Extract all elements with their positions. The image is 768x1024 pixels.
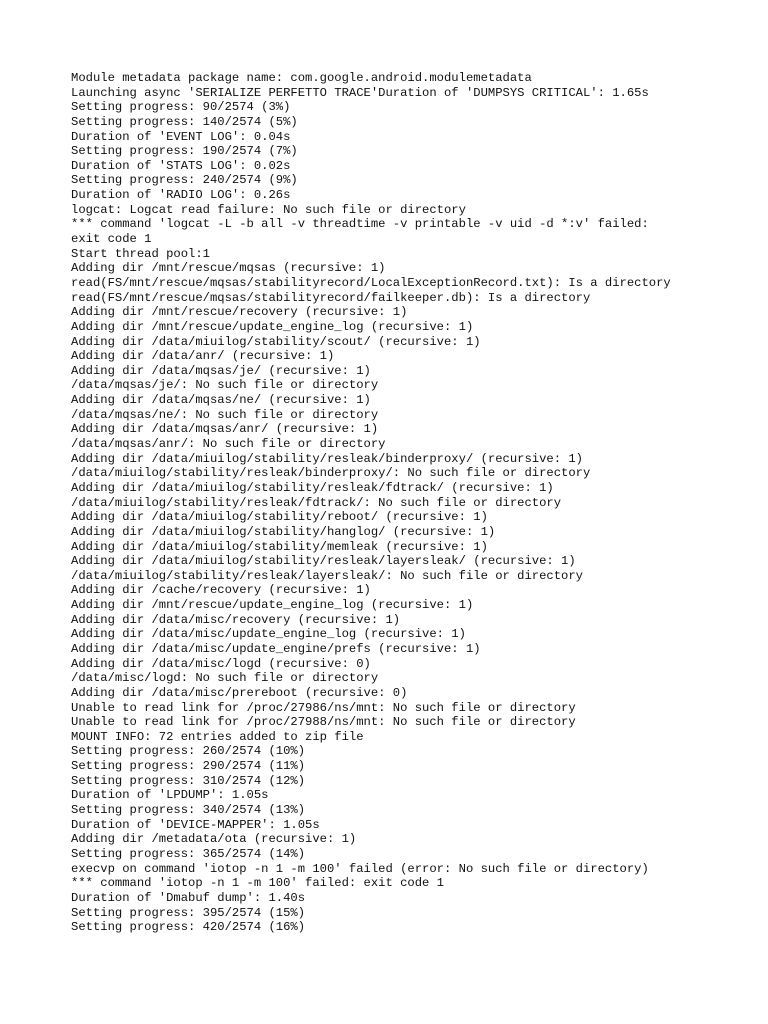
log-line: Adding dir /data/misc/prereboot (recursive: 0)	[71, 685, 408, 700]
log-line: Duration of 'STATS LOG': 0.02s	[71, 158, 291, 173]
log-line: Adding dir /data/misc/update_engine/prefs (recursive: 1)	[71, 641, 481, 656]
log-line: Duration of 'EVENT LOG': 0.04s	[71, 129, 291, 144]
log-line: Adding dir /data/miuilog/stability/resleak/layersleak/ (recursive: 1)	[71, 554, 576, 569]
log-line: *** command 'logcat -L -b all -v threadtime -v printable -v uid -d *:v' failed:	[71, 217, 649, 232]
log-line: Adding dir /data/miuilog/stability/scout/ (recursive: 1)	[71, 334, 481, 349]
log-line: Duration of 'LPDUMP': 1.05s	[71, 788, 269, 803]
log-line: Duration of 'RADIO LOG': 0.26s	[71, 188, 291, 203]
log-line: *** command 'iotop -n 1 -m 100' failed: exit code 1	[71, 876, 444, 891]
log-line: /data/mqsas/anr/: No such file or directory	[71, 437, 386, 452]
log-line: Adding dir /data/misc/logd (recursive: 0)	[71, 656, 371, 671]
log-line: Adding dir /data/misc/update_engine_log (recursive: 1)	[71, 627, 466, 642]
log-line: MOUNT INFO: 72 entries added to zip file	[71, 729, 364, 744]
log-line: /data/mqsas/ne/: No such file or directory	[71, 407, 379, 422]
log-line: Setting progress: 290/2574 (11%)	[71, 759, 306, 774]
log-output	[71, 71, 751, 935]
log-line: Adding dir /data/mqsas/je/ (recursive: 1)	[71, 363, 371, 378]
log-line: Adding dir /data/misc/recovery (recursive: 1)	[71, 612, 401, 627]
log-line: Adding dir /data/mqsas/ne/ (recursive: 1)	[71, 393, 371, 408]
log-line: Setting progress: 240/2574 (9%)	[71, 173, 298, 188]
log-line: Setting progress: 340/2574 (13%)	[71, 803, 306, 818]
log-line: execvp on command 'iotop -n 1 -m 100' failed (error: No such file or directory)	[71, 861, 649, 876]
log-line: Setting progress: 365/2574 (14%)	[71, 846, 306, 861]
log-line: Launching async 'SERIALIZE PERFETTO TRACE'Duration of 'DUMPSYS CRITICAL': 1.65s	[71, 85, 649, 100]
log-line: /data/miuilog/stability/resleak/binderproxy/: No such file or directory	[71, 466, 591, 481]
log-line: Setting progress: 420/2574 (16%)	[71, 920, 306, 935]
log-line: Adding dir /data/mqsas/anr/ (recursive: 1)	[71, 422, 379, 437]
log-line: read(FS/mnt/rescue/mqsas/stabilityrecord/failkeeper.db): Is a directory	[71, 290, 591, 305]
log-line: Setting progress: 190/2574 (7%)	[71, 144, 298, 159]
log-line: Adding dir /metadata/ota (recursive: 1)	[71, 832, 357, 847]
log-line: Setting progress: 90/2574 (3%)	[71, 100, 291, 115]
document-page	[71, 71, 751, 935]
log-line: Duration of 'Dmabuf dump': 1.40s	[71, 890, 306, 905]
log-line: Adding dir /data/miuilog/stability/resleak/binderproxy/ (recursive: 1)	[71, 451, 583, 466]
log-line: /data/miuilog/stability/resleak/fdtrack/: No such file or directory	[71, 495, 562, 510]
log-line: Adding dir /mnt/rescue/recovery (recursive: 1)	[71, 305, 408, 320]
log-line: Unable to read link for /proc/27986/ns/mnt: No such file or directory	[71, 700, 576, 715]
log-line: Duration of 'DEVICE-MAPPER': 1.05s	[71, 817, 320, 832]
log-line: Start thread pool:1	[71, 246, 210, 261]
log-line: /data/misc/logd: No such file or directory	[71, 671, 379, 686]
log-line: Setting progress: 310/2574 (12%)	[71, 773, 306, 788]
log-line: read(FS/mnt/rescue/mqsas/stabilityrecord/LocalExceptionRecord.txt): Is a directory	[71, 275, 671, 290]
log-line: Setting progress: 140/2574 (5%)	[71, 114, 298, 129]
log-line: Adding dir /mnt/rescue/update_engine_log (recursive: 1)	[71, 598, 474, 613]
log-line: Setting progress: 260/2574 (10%)	[71, 744, 306, 759]
log-line: /data/mqsas/je/: No such file or directory	[71, 378, 379, 393]
log-line: Adding dir /data/miuilog/stability/hanglog/ (recursive: 1)	[71, 524, 496, 539]
log-line: Adding dir /data/miuilog/stability/reboot/ (recursive: 1)	[71, 510, 488, 525]
log-line: /data/miuilog/stability/resleak/layersleak/: No such file or directory	[71, 568, 583, 583]
log-line: Module metadata package name: com.google.android.modulemetadata	[71, 71, 532, 85]
log-line: Adding dir /cache/recovery (recursive: 1)	[71, 583, 371, 598]
log-line: Adding dir /mnt/rescue/mqsas (recursive: 1)	[71, 261, 386, 276]
log-line: Adding dir /data/miuilog/stability/memleak (recursive: 1)	[71, 539, 488, 554]
log-line: Adding dir /mnt/rescue/update_engine_log (recursive: 1)	[71, 319, 474, 334]
log-line: exit code 1	[71, 232, 152, 247]
log-line: Adding dir /data/miuilog/stability/resleak/fdtrack/ (recursive: 1)	[71, 480, 554, 495]
log-line: Adding dir /data/anr/ (recursive: 1)	[71, 349, 335, 364]
log-line: Setting progress: 395/2574 (15%)	[71, 905, 306, 920]
log-line: logcat: Logcat read failure: No such file or directory	[71, 202, 466, 217]
log-line: Unable to read link for /proc/27988/ns/mnt: No such file or directory	[71, 715, 576, 730]
